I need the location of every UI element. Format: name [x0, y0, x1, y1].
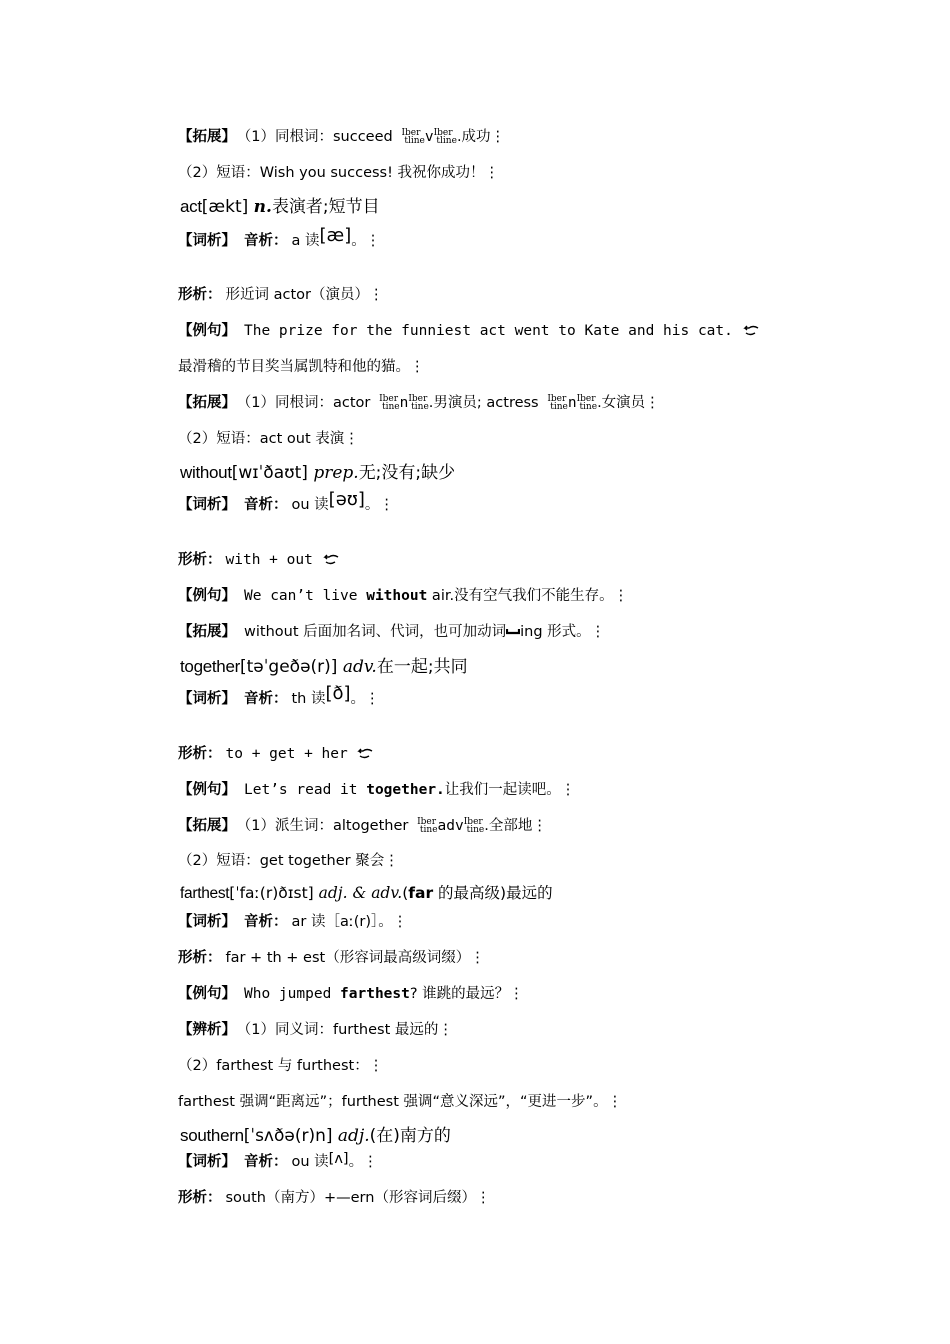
section-tag: 【词析】	[178, 914, 236, 930]
section-tag: 【词析】	[178, 233, 236, 249]
section-tag: 【词析】	[178, 1154, 236, 1170]
sub-tag: 音析：	[244, 914, 288, 930]
text-line: 【拓展】 （1）派生词：altogether Iber tineadvIber tine.全部地⋮	[178, 817, 547, 835]
emphasis-word: together.	[366, 782, 445, 798]
section-tag: 形析：	[178, 1190, 222, 1206]
headword: farthest	[180, 885, 230, 902]
text-line	[178, 780, 575, 800]
line-text: .成功⋮	[456, 129, 506, 145]
line-text: ou 读	[291, 1154, 329, 1170]
text-line	[178, 550, 340, 570]
sub-tag: 音析：	[244, 497, 288, 513]
sub-tag: 音析：	[244, 691, 288, 707]
meaning: 无;没有;缺少	[358, 463, 456, 483]
phonetic: [ækt]	[201, 197, 249, 217]
part-of-speech: n.	[253, 197, 272, 217]
meaning: (在)南方的	[369, 1126, 451, 1146]
text-line	[178, 489, 394, 515]
line-text: to + get + her	[225, 746, 348, 762]
line-text: ing 形式。⋮	[520, 624, 606, 640]
line-text: 最滑稽的节目奖当属凯特和他的猫。⋮	[178, 359, 425, 375]
garbled-glyph: Iber tline	[401, 128, 425, 146]
text-line	[178, 1188, 490, 1208]
section-tag: 【例句】	[178, 588, 236, 604]
text-line	[178, 984, 524, 1004]
line-text: south（南方）+—ern（形容词后缀）⋮	[225, 1190, 491, 1206]
section-tag: 【辨析】	[178, 1022, 236, 1038]
line-text: th 读	[291, 691, 326, 707]
section-tag: 【拓展】	[178, 818, 236, 834]
meaning: 的最高级)最远的	[433, 884, 553, 902]
text-line	[178, 1056, 383, 1076]
section-tag: 形析：	[178, 552, 222, 568]
section-tag: 【例句】	[178, 782, 236, 798]
garbled-glyph: Iber tine	[463, 817, 485, 835]
return-arrow-icon	[322, 554, 340, 566]
text-line	[178, 285, 383, 305]
line-text: Who jumped	[244, 986, 341, 1002]
headword-entry	[180, 882, 553, 905]
text-line	[178, 321, 760, 341]
text-line	[178, 1020, 453, 1040]
section-tag: 【拓展】	[178, 129, 236, 145]
phonetic: [wɪˈðaʊt]	[231, 463, 308, 483]
phonetic: [təˈgeðə(r)]	[239, 657, 338, 677]
headword-entry	[180, 656, 468, 678]
headword: together	[180, 657, 240, 676]
sub-tag: 音析：	[244, 233, 288, 249]
line-text: （1）同根词：succeed	[244, 129, 393, 145]
meaning: 在一起;共同	[376, 657, 468, 677]
line-text: We can’t live	[244, 588, 367, 604]
text-line	[178, 1092, 622, 1112]
meaning: (	[402, 884, 409, 902]
line-text: （1）同根词：actor	[244, 395, 371, 411]
line-text: v	[424, 129, 434, 145]
headword: act	[180, 197, 202, 216]
placeholder-mark-icon	[506, 627, 520, 637]
line-text: .男演员; actress	[428, 395, 539, 411]
text-line	[178, 851, 399, 871]
section-tag: 【词析】	[178, 497, 236, 513]
section-tag: 形析：	[178, 287, 222, 303]
line-text: （2）短语：get together 聚会⋮	[178, 853, 399, 869]
line-text: 形近词 actor（演员）⋮	[225, 287, 384, 303]
text-line	[178, 225, 381, 251]
phonetic: [ʌ]	[328, 1151, 349, 1167]
headword-entry	[180, 462, 455, 484]
line-text: （1）派生词：altogether	[244, 818, 409, 834]
section-tag: 形析：	[178, 746, 222, 762]
line-text: （1）同义词：furthest 最远的⋮	[244, 1022, 453, 1038]
line-text: ar 读［aː(r)］。⋮	[291, 914, 408, 930]
section-tag: 【词析】	[178, 691, 236, 707]
sub-tag: 音析：	[244, 1154, 288, 1170]
garbled-glyph: Iber tine	[417, 817, 438, 835]
line-text: Let’s read it	[244, 782, 367, 798]
phonetic: [ð]	[325, 683, 351, 704]
line-text: 让我们一起读吧。⋮	[444, 782, 576, 798]
return-arrow-icon	[356, 748, 374, 760]
text-line	[178, 127, 505, 147]
line-text: （2）短语：Wish you success! 我祝你成功！⋮	[178, 165, 500, 181]
part-of-speech: adv.	[342, 657, 377, 677]
phonetic: [əʊ]	[328, 489, 365, 510]
section-tag: 形析：	[178, 950, 222, 966]
garbled-glyph: Iber tine	[379, 394, 400, 412]
phonetic: [æ]	[319, 225, 352, 246]
line-text: .全部地⋮	[484, 818, 547, 834]
meaning: 表演者;短节目	[271, 197, 380, 217]
line-text: 。⋮	[351, 233, 381, 249]
return-arrow-icon	[742, 325, 760, 337]
section-tag: 【拓展】	[178, 395, 236, 411]
section-tag: 【例句】	[178, 986, 236, 1002]
text-line	[178, 912, 407, 932]
headword: southern	[180, 1126, 244, 1145]
headword-entry	[180, 1125, 451, 1147]
line-text: 。⋮	[350, 691, 380, 707]
garbled-glyph: Iber tine	[547, 394, 568, 412]
line-text: .女演员⋮	[597, 395, 660, 411]
line-text: （2）短语：act out 表演⋮	[178, 431, 359, 447]
text-line	[178, 622, 605, 642]
part-of-speech: prep.	[313, 463, 359, 483]
headword-entry	[180, 196, 380, 218]
part-of-speech: adj. & adv.	[318, 884, 403, 902]
part-of-speech: adj.	[337, 1126, 370, 1146]
text-line	[178, 744, 374, 764]
emphasis-word: farthest	[340, 986, 410, 1002]
garbled-glyph: Iber tine	[408, 394, 429, 412]
line-text: with + out	[225, 552, 313, 568]
text-line	[178, 586, 628, 606]
text-line	[178, 429, 359, 449]
emphasis-word: without	[366, 588, 428, 604]
text-line	[178, 357, 425, 377]
line-text: 。⋮	[348, 1154, 378, 1170]
text-line: 【拓展】 （1）同根词：actor Iber tinenIber tine.男演员; actress Iber tinenIber tine.女演员⋮	[178, 394, 660, 412]
garbled-glyph: Iber tline	[433, 128, 457, 146]
line-text: 。⋮	[364, 497, 394, 513]
text-line	[178, 948, 485, 968]
phonetic: [ˈsʌðə(r)n]	[243, 1126, 333, 1146]
section-tag: 【拓展】	[178, 624, 236, 640]
section-tag: 【例句】	[178, 323, 236, 339]
line-text: ou 读	[291, 497, 329, 513]
line-text: a 读	[291, 233, 320, 249]
text-line	[178, 163, 499, 183]
text-line	[178, 683, 380, 709]
line-text: far + th + est（形容词最高级词缀）⋮	[225, 950, 485, 966]
line-text: air.没有空气我们不能生存。⋮	[427, 588, 629, 604]
line-text: farthest 强调“距离远”；furthest 强调“意义深远”，“更进一步”。⋮	[178, 1094, 623, 1110]
line-text: The prize for the funniest act went to Kate and his cat.	[244, 323, 733, 339]
headword: without	[180, 463, 232, 482]
line-text: （2）farthest 与 furthest：⋮	[178, 1058, 384, 1074]
emphasis-word: far	[408, 884, 434, 902]
garbled-glyph: Iber tine	[576, 394, 598, 412]
line-text: ? 谁跳的最远？⋮	[409, 986, 524, 1002]
text-line	[178, 1152, 378, 1172]
line-text: without 后面加名词、代词，也可加动词	[244, 624, 507, 640]
phonetic: [ˈfaː(r)ðɪst]	[229, 884, 314, 902]
